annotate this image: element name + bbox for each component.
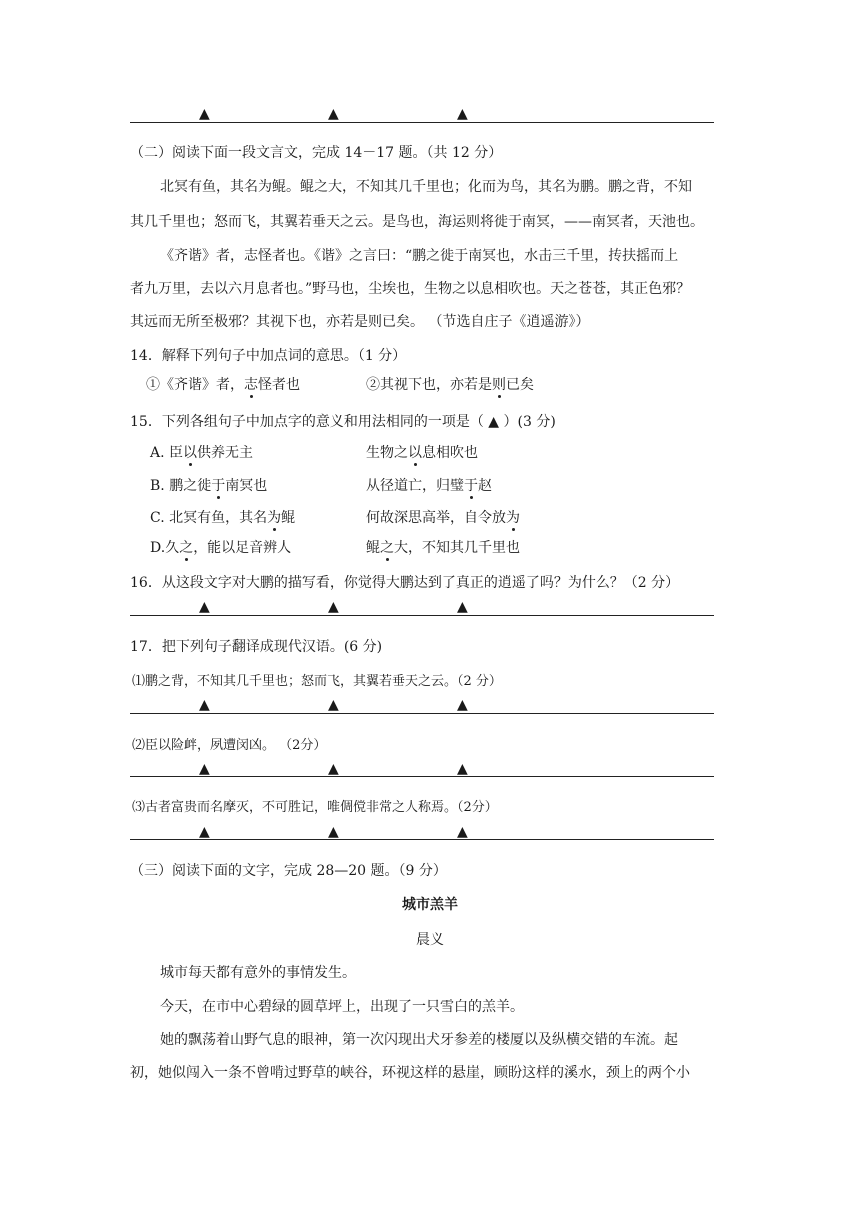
option-text: 从径道亡，归璧 — [366, 478, 464, 494]
option-text: 鲲 — [281, 510, 296, 526]
dotted-char: 为 — [506, 507, 520, 527]
answer-mark: ▲ — [328, 106, 339, 122]
answer-mark: ▲ — [199, 106, 210, 122]
dotted-char: 以 — [408, 442, 422, 462]
option-text: 鲲 — [366, 540, 380, 556]
answer-mark: ▲ — [328, 599, 339, 615]
article-paragraph: 她的飘荡着山野气息的眼神，第一次闪现出犬牙参差的楼厦以及纵横交错的车流。起 — [160, 1032, 678, 1048]
answer-mark: ▲ — [457, 697, 468, 713]
question-14-stem: 14．解释下列句子中加点词的意思。（1 分） — [130, 348, 407, 364]
answer-rule — [130, 615, 714, 616]
passage-line: 其远而无所至极邪？其视下也，亦若是则已矣。 （节选自庄子《逍遥游》） — [130, 314, 590, 330]
option-C-right — [366, 507, 520, 527]
dotted-char: 为 — [267, 507, 281, 527]
dotted-char: 之 — [179, 537, 193, 557]
question-17-stem: 17．把下列句子翻译成现代汉语。(6 分) — [130, 639, 383, 655]
dotted-char: 于 — [211, 475, 225, 495]
dotted-char: 志 — [244, 374, 258, 394]
item-text: 怪者也 — [258, 377, 300, 393]
passage-line: 其几千里也；怒而飞，其翼若垂天之云。是鸟也，海运则将徙于南冥，——南冥者，天池也。 — [130, 214, 704, 230]
answer-mark: ▲ — [199, 761, 210, 777]
answer-rule — [130, 713, 714, 714]
answer-mark: ▲ — [328, 824, 339, 840]
article-paragraph: 城市每天都有意外的事情发生。 — [160, 965, 356, 981]
section-heading: （三）阅读下面的文字，完成 28—20 题。（9 分） — [130, 863, 447, 879]
question-17-sentence-3: ⑶古者富贵而名摩灭，不可胜记，唯倜傥非常之人称焉。（2分） — [132, 800, 498, 815]
answer-rule — [130, 122, 714, 123]
item-text: ②其视下也，亦若是 — [366, 377, 492, 393]
option-text: 赵 — [478, 478, 492, 494]
option-A-right — [366, 442, 478, 462]
question-17-sentence-2: ⑵臣以险衅，夙遭闵凶。 （2分） — [132, 738, 327, 753]
answer-mark: ▲ — [457, 106, 468, 122]
option-D-left — [150, 537, 291, 557]
option-B-right — [366, 475, 492, 495]
answer-mark: ▲ — [457, 761, 468, 777]
passage-line: 者九万里，去以六月息者也。”野马也，尘埃也，生物之以息相吹也。天之苍苍，其正色邪？ — [130, 281, 691, 297]
option-text: 息相吹也 — [422, 445, 478, 461]
answer-mark: ▲ — [199, 599, 210, 615]
item-text: 已矣 — [506, 377, 534, 393]
option-text: C. 北冥有鱼，其名 — [150, 510, 268, 526]
option-text: 南冥也 — [225, 478, 268, 494]
stem-text: ）(3 分) — [499, 414, 556, 430]
answer-mark: ▲ — [457, 599, 468, 615]
option-text: 何故深思高举，自令放 — [366, 510, 506, 526]
dotted-char: 之 — [380, 537, 394, 557]
option-text: B. 鹏之徙 — [150, 478, 212, 494]
question-15-stem — [130, 411, 556, 431]
dotted-char: 则 — [492, 374, 506, 394]
item-text: ①《齐谐》者， — [146, 377, 244, 393]
passage-line: 北冥有鱼，其名为鲲。鲲之大，不知其几千里也；化而为鸟，其名为鹏。鹏之背，不知 — [160, 179, 692, 195]
option-text: ，能以足音辨人 — [193, 540, 292, 556]
article-paragraph: 今天，在市中心碧绿的圆草坪上，出现了一只雪白的羔羊。 — [160, 999, 524, 1015]
question-16-stem: 16．从这段文字对大鹏的描写看，你觉得大鹏达到了真正的逍遥了吗？为什么？（2 分） — [130, 575, 680, 591]
answer-mark: ▲ — [328, 761, 339, 777]
answer-rule — [130, 776, 714, 777]
option-B-left — [150, 475, 267, 495]
answer-mark: ▲ — [328, 697, 339, 713]
question-14-item-2 — [366, 374, 534, 394]
option-A-left — [150, 442, 253, 462]
answer-mark: ▲ — [199, 824, 210, 840]
article-paragraph: 初，她似闯入一条不曾啃过野草的峡谷，环视这样的悬崖，顾盼这样的溪水，颈上的两个小 — [130, 1065, 690, 1081]
question-17-sentence-1: ⑴鹏之背，不知其几千里也；怒而飞，其翼若垂天之云。（2 分） — [132, 674, 502, 689]
option-D-right — [366, 537, 520, 557]
answer-rule — [130, 839, 714, 840]
passage-line: 《齐谐》者，志怪者也。《谐》之言曰：“鹏之徙于南冥也，水击三千里，抟扶摇而上 — [160, 248, 679, 264]
answer-mark: ▲ — [457, 824, 468, 840]
stem-text: 15．下列各组句子中加点字的意义和用法相同的一项是（ — [130, 414, 489, 430]
option-text: 大，不知其几千里也 — [394, 540, 520, 556]
dotted-char: 以 — [183, 442, 197, 462]
dotted-char: 于 — [464, 475, 478, 495]
section-heading: （二）阅读下面一段文言文，完成 14－17 题。（共 12 分） — [130, 145, 503, 161]
option-text: A. 臣 — [150, 445, 184, 461]
article-author: 晨义 — [416, 932, 444, 948]
option-text: 供养无主 — [197, 445, 254, 461]
answer-mark: ▲ — [488, 414, 500, 430]
option-C-left — [150, 507, 295, 527]
article-title: 城市羔羊 — [402, 897, 458, 913]
question-14-item-1 — [146, 374, 300, 394]
answer-mark: ▲ — [199, 697, 210, 713]
option-text: 生物之 — [366, 445, 408, 461]
option-text: D.久 — [150, 540, 180, 556]
